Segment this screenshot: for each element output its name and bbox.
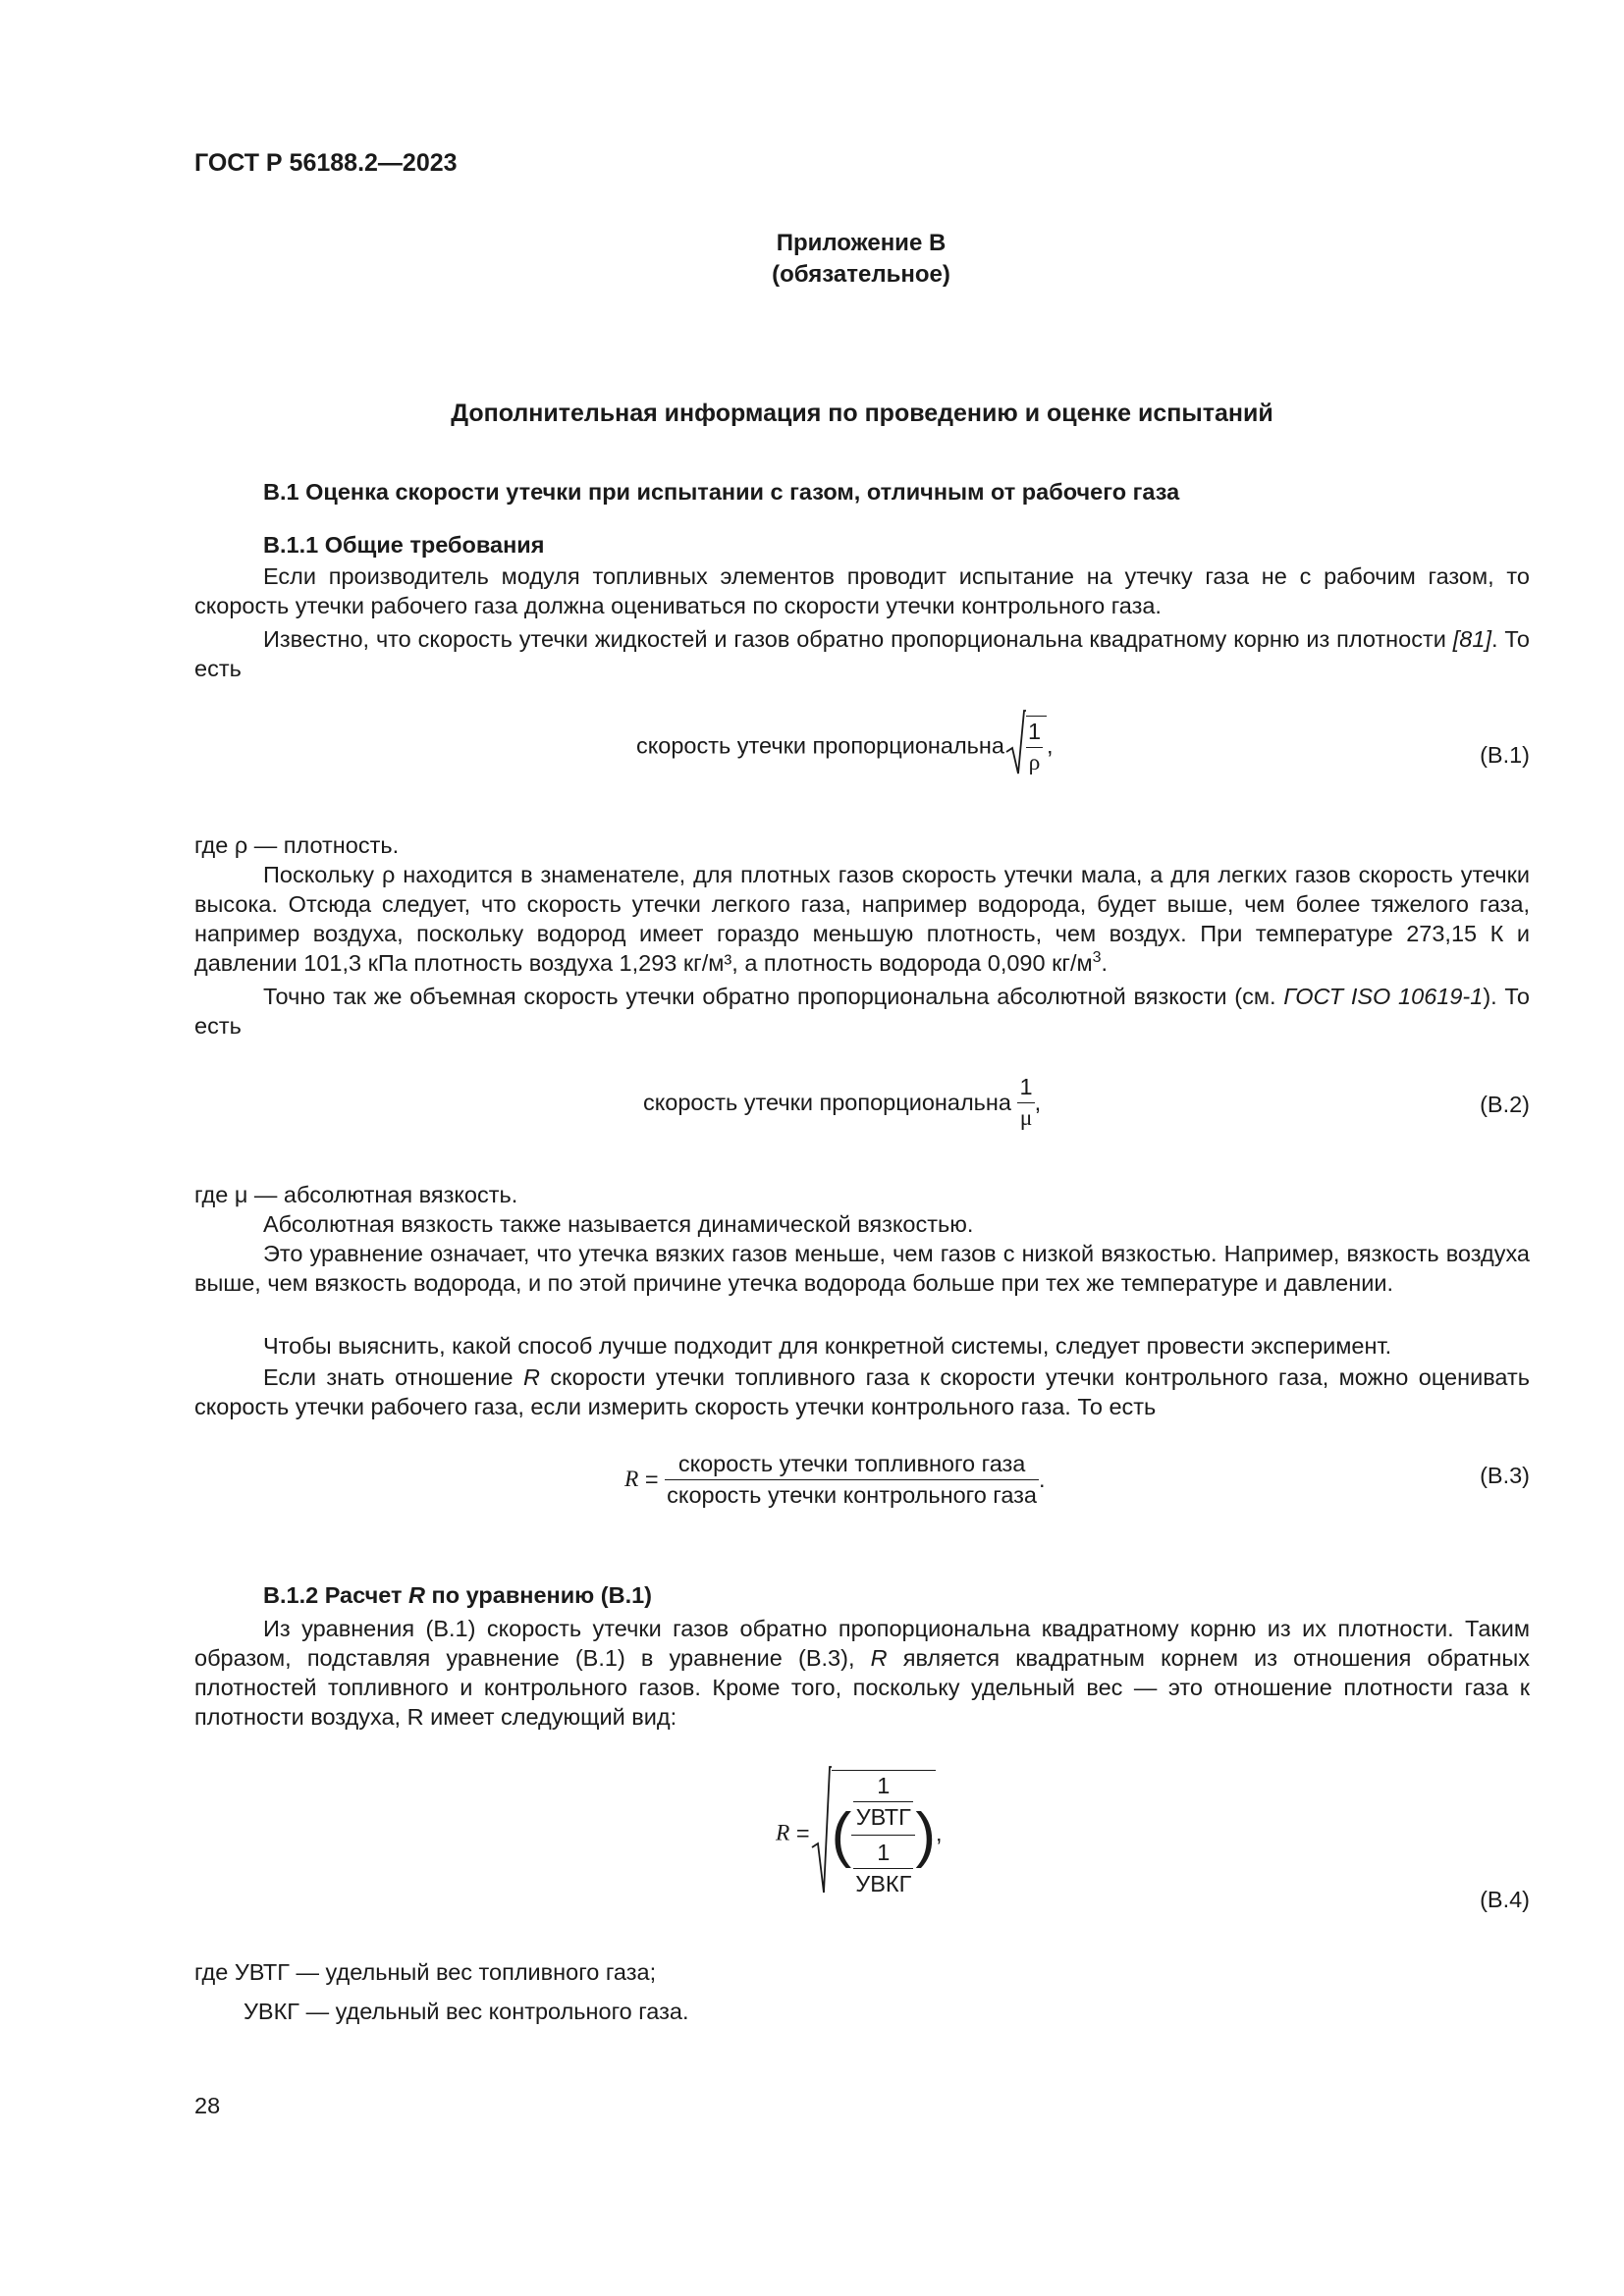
eq2-numerator: 1	[1017, 1074, 1034, 1103]
paragraph-b11-8-end: скорости утечки топливного газа к скорости утечки контрольного газа, можно оценивать скорость утечки рабочего газа, если измерить скорость утечки контрольного газа. То есть	[194, 1364, 1530, 1419]
section-b12-title-r: R	[408, 1582, 426, 1608]
paragraph-b11-8	[194, 1362, 1530, 1421]
eq3-equals: =	[644, 1467, 659, 1492]
paragraph-b11-2	[194, 624, 1530, 683]
annex-status: (обязательное)	[772, 261, 950, 288]
annex-title: Приложение В	[776, 230, 947, 256]
section-b12-title-b: по уравнению (В.1)	[425, 1582, 652, 1608]
eq4-punct: ,	[935, 1820, 943, 1846]
reference-81: [81]	[1452, 626, 1491, 652]
equation-b4-label: (В.4)	[1480, 1887, 1530, 1912]
eq4-upper-fraction	[853, 1773, 913, 1831]
eq4-lower-fraction	[853, 1840, 913, 1897]
eq3-denominator: скорость утечки контрольного газа	[667, 1482, 1038, 1508]
where-list-row-1	[194, 1959, 656, 1986]
equation-b3	[624, 1451, 1046, 1509]
symbol-r: R	[522, 1364, 540, 1390]
paragraph-b11-3-end: .	[1101, 950, 1109, 976]
eq2-punct: ,	[1034, 1090, 1042, 1115]
section-b1-title: В.1 Оценка скорости утечки при испытании с газом, отличным от рабочего газа	[263, 479, 1180, 505]
eq4-lhs: R	[776, 1820, 790, 1846]
paragraph-b11-8-text: Если знать отношение	[263, 1364, 523, 1390]
paragraph-b11-4-end: ). То есть	[194, 984, 1530, 1039]
where-prefix: где	[194, 1959, 229, 1985]
eq4-equals: =	[795, 1820, 810, 1846]
equation-b1-label: (В.1)	[1480, 742, 1530, 768]
eq3-lhs: R	[624, 1467, 639, 1492]
eq4-lower-numerator: 1	[853, 1840, 913, 1869]
eq2-text: скорость утечки пропорциональна	[643, 1090, 1011, 1115]
where-symbol-uvtg: УВТГ	[234, 1959, 290, 1985]
where-uvtg-text: — удельный вес топливного газа;	[296, 1959, 657, 1985]
annex-heading	[665, 228, 1057, 291]
doc-id-header: ГОСТ Р 56188.2—2023	[194, 149, 458, 177]
paragraph-b12-1-text: Из уравнения (В.1) скорость утечки газов обратно пропорциональна квадратному корню из их плотности. Таким образом, подставляя уравнение (В.1) в уравнение (В.3),	[194, 1616, 1530, 1671]
eq4-upper-numerator: 1	[853, 1773, 913, 1802]
paragraph-b11-3-text: Поскольку ρ находится в знаменателе, для плотных газов скорость утечки мала, а для легких газов скорость утечки высока. Отсюда следует, что скорость утечки легкого газа, например водорода, будет выше, чем более тяжелого газа, например воздуха, поскольку водород имеет гораздо меньшую плотность, чем воздух. При температуре 273,15 К и давлении 101,3 кПа плотность воздуха 1,293 кг/м³, а плотность водорода 0,090 кг/м	[194, 862, 1530, 976]
paragraph-b11-2-text: Известно, что скорость утечки жидкостей и газов обратно пропорциональна квадратному корню из плотности	[263, 626, 1453, 652]
paragraph-b11-4-text: Точно так же объемная скорость утечки обратно пропорциональна абсолютной вязкости (см.	[263, 984, 1284, 1009]
where-viscosity: где μ — абсолютная вязкость.	[194, 1182, 518, 1207]
page-number: 28	[194, 2093, 221, 2118]
paragraph-b12-1-end: является квадратным корнем из отношения обратных плотностей топливного и контрольного газов. Кроме того, поскольку удельный вес — это отношение плотности газа к плотности воздуха, R имеет следующий вид:	[194, 1645, 1530, 1730]
eq3-numerator: скорость утечки топливного газа	[665, 1451, 1039, 1480]
paragraph-b11-3	[194, 860, 1530, 978]
equation-b2-label: (В.2)	[1480, 1092, 1530, 1117]
section-b12-title	[263, 1582, 652, 1609]
main-title: Дополнительная информация по проведению и оценке испытаний	[451, 400, 1273, 427]
where-list-row-2	[244, 1999, 688, 2025]
sqrt-icon	[1004, 709, 1026, 783]
eq1-text: скорость утечки пропорциональна	[636, 732, 1004, 759]
where-uvkg-text: — удельный вес контрольного газа.	[305, 1999, 689, 2024]
paragraph-b11-2-end: . То есть	[194, 626, 1530, 681]
eq1-punct: ,	[1047, 732, 1054, 759]
eq4-radicand	[832, 1770, 936, 1897]
eq1-fraction	[1026, 716, 1047, 776]
where-density: где ρ — плотность.	[194, 832, 400, 858]
equation-b4	[776, 1765, 943, 1902]
paragraph-b11-5: Абсолютная вязкость также называется динамической вязкостью.	[263, 1211, 974, 1237]
paragraph-b11-6: Это уравнение означает, что утечка вязких газов меньше, чем газов с низкой вязкостью. Например, вязкость воздуха выше, чем вязкость водорода, и по этой причине утечка водорода больше при тех же температуре и давлении.	[194, 1241, 1530, 1296]
eq4-upper-denominator: УВТГ	[855, 1804, 911, 1830]
paragraph-b11-7: Чтобы выяснить, какой способ лучше подходит для конкретной системы, следует провести эксперимент.	[263, 1333, 1392, 1359]
eq4-lower-denominator: УВКГ	[855, 1871, 912, 1896]
eq2-fraction	[1017, 1074, 1034, 1132]
paragraph-b11-4	[194, 982, 1530, 1041]
eq3-punct: .	[1039, 1467, 1046, 1492]
sqrt-icon-large	[810, 1765, 832, 1902]
symbol-r-2: R	[870, 1645, 888, 1671]
eq4-upper	[851, 1773, 915, 1836]
right-paren-icon: )	[915, 1800, 936, 1869]
equation-b3-label: (В.3)	[1480, 1463, 1530, 1488]
eq3-fraction	[665, 1451, 1039, 1509]
superscript-3: 3	[1092, 949, 1102, 967]
left-paren-icon: (	[831, 1800, 852, 1869]
equation-b2	[643, 1074, 1041, 1132]
eq1-numerator: 1	[1026, 719, 1043, 748]
section-b12-title-a: В.1.2 Расчет	[263, 1582, 409, 1608]
paragraph-b11-1: Если производитель модуля топливных элементов проводит испытание на утечку газа не с рабочим газом, то скорость утечки рабочего газа должна оцениваться по скорости утечки контрольного газа.	[194, 563, 1530, 618]
eq1-denominator: ρ	[1028, 750, 1041, 775]
equation-b1	[636, 709, 1054, 783]
eq4-lower	[851, 1836, 915, 1897]
where-symbol-uvkg: УВКГ	[244, 1999, 300, 2024]
reference-gost-iso-10619-1: ГОСТ ISO 10619-1	[1283, 984, 1484, 1009]
eq2-denominator: μ	[1019, 1105, 1033, 1131]
section-b11-title: В.1.1 Общие требования	[263, 532, 545, 558]
eq4-outer-fraction	[851, 1773, 915, 1897]
paragraph-b12-1	[194, 1614, 1530, 1732]
